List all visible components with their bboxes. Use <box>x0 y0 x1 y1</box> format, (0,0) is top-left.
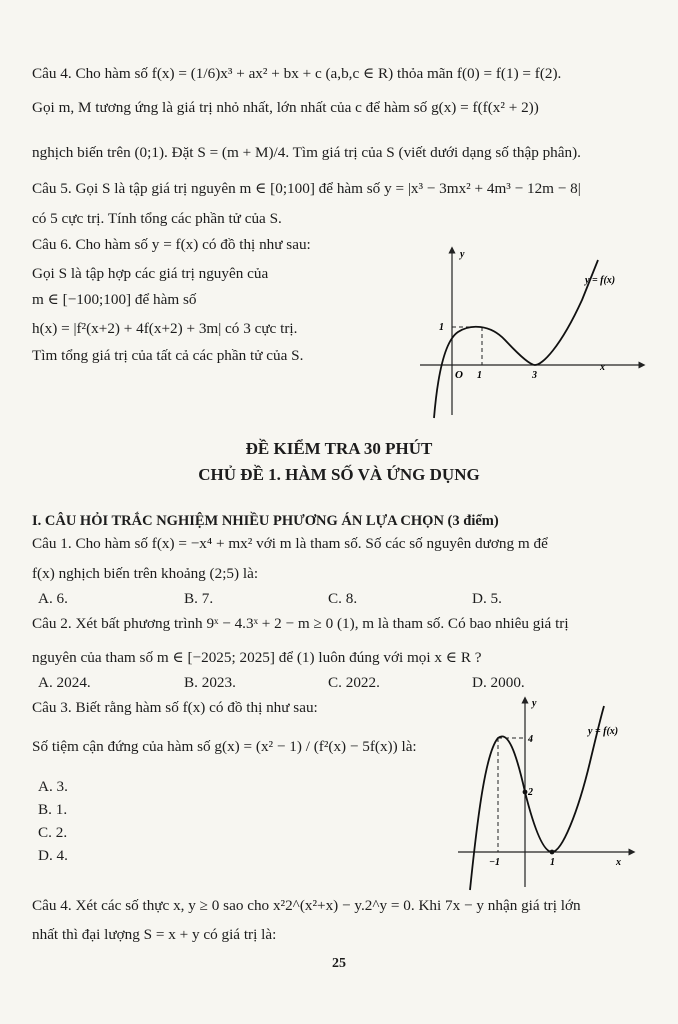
curve-label: y = f(x) <box>585 275 616 286</box>
page-number: 25 <box>332 956 346 971</box>
q1-option-d: D. 5. <box>472 590 502 607</box>
x-tick-neg1: −1 <box>489 857 501 868</box>
q2-option-d: D. 2000. <box>472 674 525 691</box>
q3-option-c: C. 2. <box>38 824 68 841</box>
q6-line1: Câu 6. Cho hàm số y = f(x) có đồ thị như sau: <box>32 236 311 253</box>
q3-option-a: A. 3. <box>38 778 68 795</box>
x-axis-label: x <box>616 857 621 868</box>
q3-option-b: B. 1. <box>38 801 68 818</box>
q5-line1: Câu 5. Gọi S là tập giá trị nguyên m ∈ [0;100] để hàm số y = |x³ − 3mx² + 4m³ − 12m − 8| <box>32 180 581 197</box>
q1-option-b: B. 7. <box>184 590 214 607</box>
test-subtitle: CHỦ ĐỀ 1. HÀM SỐ VÀ ỨNG DỤNG <box>198 465 480 484</box>
q4-line3: nghịch biến trên (0;1). Đặt S = (m + M)/4. Tìm giá trị của S (viết dưới dạng số thập phân). <box>32 144 581 161</box>
q6-line4: h(x) = |f²(x+2) + 4f(x+2) + 3m| có 3 cực trị. <box>32 320 298 337</box>
y-tick-2: 2 <box>528 787 533 798</box>
q6-line3: m ∈ [−100;100] để hàm số <box>32 291 197 308</box>
q1-option-c: C. 8. <box>328 590 358 607</box>
q4-line2: Gọi m, M tương ứng là giá trị nhỏ nhất, lớn nhất của c để hàm số g(x) = f(f(x² + 2)) <box>32 99 539 116</box>
test-q3-line2: Số tiệm cận đứng của hàm số g(x) = (x² − 1) / (f²(x) − 5f(x)) là: <box>32 738 417 755</box>
y-axis-label: y <box>460 249 465 260</box>
q4-line1: Câu 4. Cho hàm số f(x) = (1/6)x³ + ax² + bx + c (a,b,c ∈ R) thỏa mãn f(0) = f(1) = f(2). <box>32 65 562 82</box>
test-title: ĐỀ KIỂM TRA 30 PHÚT <box>245 439 433 458</box>
y-axis-label: y <box>532 698 537 709</box>
q1-option-a: A. 6. <box>38 590 68 607</box>
y-tick-1: 1 <box>439 322 444 333</box>
q5-line2: có 5 cực trị. Tính tổng các phần tử của S. <box>32 210 282 227</box>
curve-f <box>434 260 598 418</box>
q2-option-b: B. 2023. <box>184 674 236 691</box>
q3-option-d: D. 4. <box>38 847 68 864</box>
part1-heading: I. CÂU HỎI TRẮC NGHIỆM NHIỀU PHƯƠNG ÁN LỰA CHỌN (3 điểm) <box>32 513 499 529</box>
x-axis-label: x <box>600 362 605 373</box>
x-tick-3: 3 <box>532 370 537 381</box>
curve-label: y = f(x) <box>588 726 619 737</box>
q2-option-c: C. 2022. <box>328 674 380 691</box>
test-q4-line2: nhất thì đại lượng S = x + y có giá trị là: <box>32 926 277 943</box>
x-tick-1: 1 <box>550 857 555 868</box>
q6-line5: Tìm tổng giá trị của tất cả các phần tử của S. <box>32 347 304 364</box>
q6-line2: Gọi S là tập hợp các giá trị nguyên của <box>32 265 269 282</box>
y-tick-4: 4 <box>528 734 533 745</box>
test-q1-line2: f(x) nghịch biến trên khoảng (2;5) là: <box>32 565 259 582</box>
test-q2-line2: nguyên của tham số m ∈ [−2025; 2025] để (1) luôn đúng với mọi x ∈ R ? <box>32 649 482 666</box>
x-tick-1: 1 <box>477 370 482 381</box>
test-q1-line1: Câu 1. Cho hàm số f(x) = −x⁴ + mx² với m là tham số. Số các số nguyên dương m để <box>32 535 548 552</box>
origin-label: O <box>455 369 463 381</box>
q2-option-a: A. 2024. <box>38 674 91 691</box>
test-q4-line1: Câu 4. Xét các số thực x, y ≥ 0 sao cho x²2^(x²+x) − y.2^y = 0. Khi 7x − y nhận giá trị lớn <box>32 897 581 914</box>
test-q3-line1: Câu 3. Biết rằng hàm số f(x) có đồ thị như sau: <box>32 699 318 716</box>
graph-q3 <box>440 692 650 892</box>
graph-q6 <box>410 240 650 420</box>
test-q2-line1: Câu 2. Xét bất phương trình 9ˣ − 4.3ˣ + 2 − m ≥ 0 (1), m là tham số. Có bao nhiêu giá trị <box>32 615 569 632</box>
